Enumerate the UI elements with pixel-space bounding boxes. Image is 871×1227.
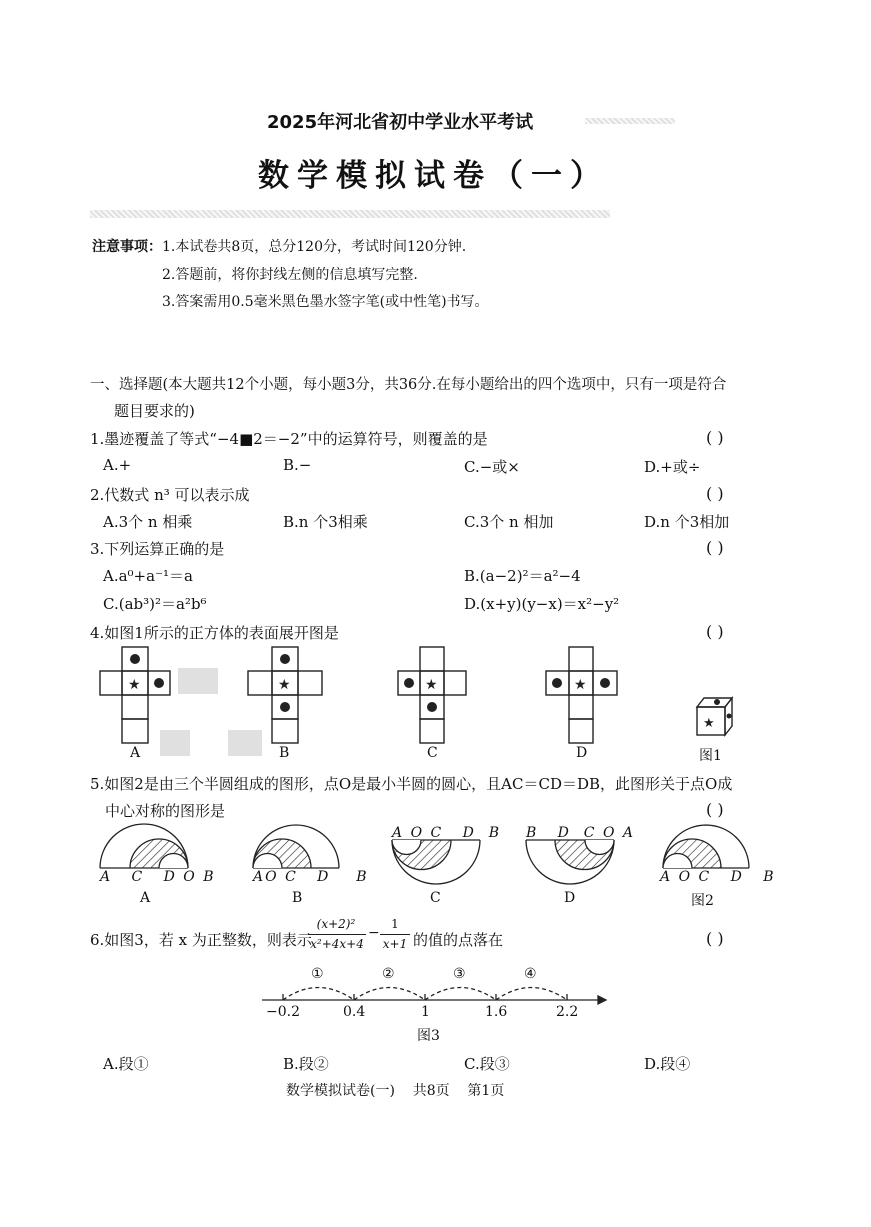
tick-label: 2.2 — [556, 1004, 579, 1020]
segment-label-1: ① — [311, 966, 324, 982]
q5-option-d: D — [564, 890, 576, 906]
q5-option-a: A — [140, 890, 151, 906]
q5-c-points: A O C D B — [392, 825, 502, 841]
q2-stem: 2.代数式 n³ 可以表示成 — [90, 486, 250, 504]
segment-label-2: ② — [382, 966, 395, 982]
section-heading-line1: 一、选择题(本大题共12个小题，每小题3分，共36分.在每小题给出的四个选项中，只有一项是符合 — [90, 377, 727, 393]
q6-fraction1-denominator: x²+4x+4 — [310, 937, 364, 951]
q5-fig-points: A O C D B — [660, 869, 776, 885]
section-heading-line2: 题目要求的) — [114, 402, 195, 420]
diamond-dot-icon — [404, 678, 414, 688]
notice-label: 注意事项： — [92, 239, 162, 255]
q3-option-d: D.(x+y)(y−x)＝x²−y² — [464, 595, 620, 613]
star-icon: ★ — [128, 677, 141, 693]
net-c — [398, 647, 466, 743]
dot-icon — [727, 714, 732, 719]
dot-icon — [427, 702, 437, 712]
q6-fraction2-numerator: 1 — [391, 917, 399, 931]
semicircle-option-b — [253, 825, 339, 868]
dot-icon — [154, 678, 164, 688]
q6-option-a: A.段① — [103, 1055, 149, 1073]
paper-title: 数学模拟试卷（一） — [258, 158, 609, 194]
q6-figure-label: 图3 — [417, 1028, 440, 1044]
q6-number-line-figure — [0, 960, 871, 1020]
scan-noise — [178, 668, 218, 694]
q3-stem: 3.下列运算正确的是 — [90, 540, 225, 558]
q6-option-b: B.段② — [283, 1055, 329, 1073]
q6-minus: − — [368, 925, 380, 941]
diamond-dot-icon — [130, 654, 140, 664]
q4-stem: 4.如图1所示的正方体的表面展开图是 — [90, 624, 339, 642]
segment-arc-4 — [496, 988, 567, 1001]
fraction-bar — [308, 934, 366, 935]
notice-item-2: 2.答题前，将你封线左侧的信息填写完整. — [162, 267, 418, 283]
q4-option-b: B — [279, 745, 290, 761]
exam-title: 2025年河北省初中学业水平考试 — [267, 112, 534, 133]
segment-arc-2 — [354, 988, 425, 1001]
scan-noise — [585, 118, 675, 124]
scan-noise — [160, 730, 190, 756]
segment-arc-1 — [283, 988, 354, 1001]
notice-item-3: 3.答案需用0.5毫米黑色墨水签字笔(或中性笔)书写。 — [162, 294, 489, 310]
tick-label: 0.4 — [343, 1004, 366, 1020]
scan-noise — [90, 210, 610, 218]
q1-stem: 1.墨迹覆盖了等式“−4■2＝−2”中的运算符号，则覆盖的是 — [90, 430, 488, 448]
q5-option-b: B — [292, 890, 303, 906]
q5-a-points: A C D O B — [100, 869, 216, 885]
q2-option-d: D.n 个3相加 — [644, 513, 730, 531]
q2-option-a: A.3个 n 相乘 — [103, 513, 193, 531]
q4-figure-label: 图1 — [699, 748, 722, 764]
semicircle-figure-2 — [663, 825, 749, 868]
q4-option-c: C — [427, 745, 438, 761]
q5-stem-line2: 中心对称的图形是 — [105, 802, 226, 820]
segment-arc-3 — [425, 988, 496, 1001]
q2-option-b: B.n 个3相乘 — [283, 513, 368, 531]
star-icon: ★ — [278, 677, 291, 693]
q6-stem-after: 的值的点落在 — [413, 931, 504, 949]
q3-option-c: C.(ab³)²＝a²b⁶ — [103, 595, 207, 613]
q4-option-d: D — [576, 745, 588, 761]
q4-option-a: A — [130, 745, 141, 761]
q2-option-c: C.3个 n 相加 — [464, 513, 554, 531]
q2-answer-paren: ( ) — [706, 484, 724, 503]
diamond-dot-icon — [280, 654, 290, 664]
q1-option-d: D.+或÷ — [644, 458, 701, 476]
dot-icon — [600, 678, 610, 688]
q6-fraction2-denominator: x+1 — [382, 937, 408, 951]
q6-option-d: D.段④ — [644, 1055, 691, 1073]
page-footer: 数学模拟试卷(一) 共8页 第1页 — [286, 1083, 505, 1099]
arrow-icon — [598, 996, 606, 1004]
dot-icon — [714, 699, 720, 705]
fraction-bar — [380, 934, 410, 935]
q6-option-c: C.段③ — [464, 1055, 510, 1073]
semicircle-option-d — [526, 840, 614, 884]
q6-stem-before: 6.如图3，若 x 为正整数，则表示 — [90, 931, 312, 949]
q3-option-a: A.a⁰+a⁻¹＝a — [103, 567, 193, 585]
star-icon: ★ — [425, 677, 438, 693]
dot-icon — [280, 702, 290, 712]
semicircle-option-c — [392, 840, 480, 884]
tick-label: 1.6 — [485, 1004, 508, 1020]
q6-answer-paren: ( ) — [706, 929, 724, 948]
q1-option-a: A.+ — [103, 456, 132, 474]
q5-figure-label: 图2 — [691, 893, 714, 909]
q3-answer-paren: ( ) — [706, 538, 724, 557]
star-icon: ★ — [574, 677, 587, 693]
q1-option-b: B.− — [283, 456, 312, 474]
semicircle-option-a — [100, 824, 188, 868]
scan-noise — [228, 730, 262, 756]
q1-option-c: C.−或× — [464, 458, 520, 476]
tick-label: 1 — [421, 1004, 430, 1020]
q4-answer-paren: ( ) — [706, 622, 724, 641]
net-d — [546, 647, 617, 743]
q5-option-c: C — [430, 890, 441, 906]
tick-label: −0.2 — [266, 1004, 300, 1020]
q6-fraction1-numerator: (x+2)² — [316, 917, 356, 931]
q5-stem-line1: 5.如图2是由三个半圆组成的图形，点O是最小半圆的圆心，且AC＝CD＝DB，此图形关于点O成 — [90, 775, 733, 793]
diamond-dot-icon — [552, 678, 562, 688]
segment-label-3: ③ — [453, 966, 466, 982]
notice-item-1: 1.本试卷共8页，总分120分，考试时间120分钟. — [162, 239, 467, 255]
q3-option-b: B.(a−2)²＝a²−4 — [464, 567, 581, 585]
star-icon: ★ — [703, 716, 715, 731]
q1-answer-paren: ( ) — [706, 428, 724, 447]
q5-b-points: AO C D B — [253, 869, 369, 885]
q5-answer-paren: ( ) — [706, 800, 724, 819]
segment-label-4: ④ — [524, 966, 537, 982]
q5-d-points: B D C O A — [526, 825, 636, 841]
